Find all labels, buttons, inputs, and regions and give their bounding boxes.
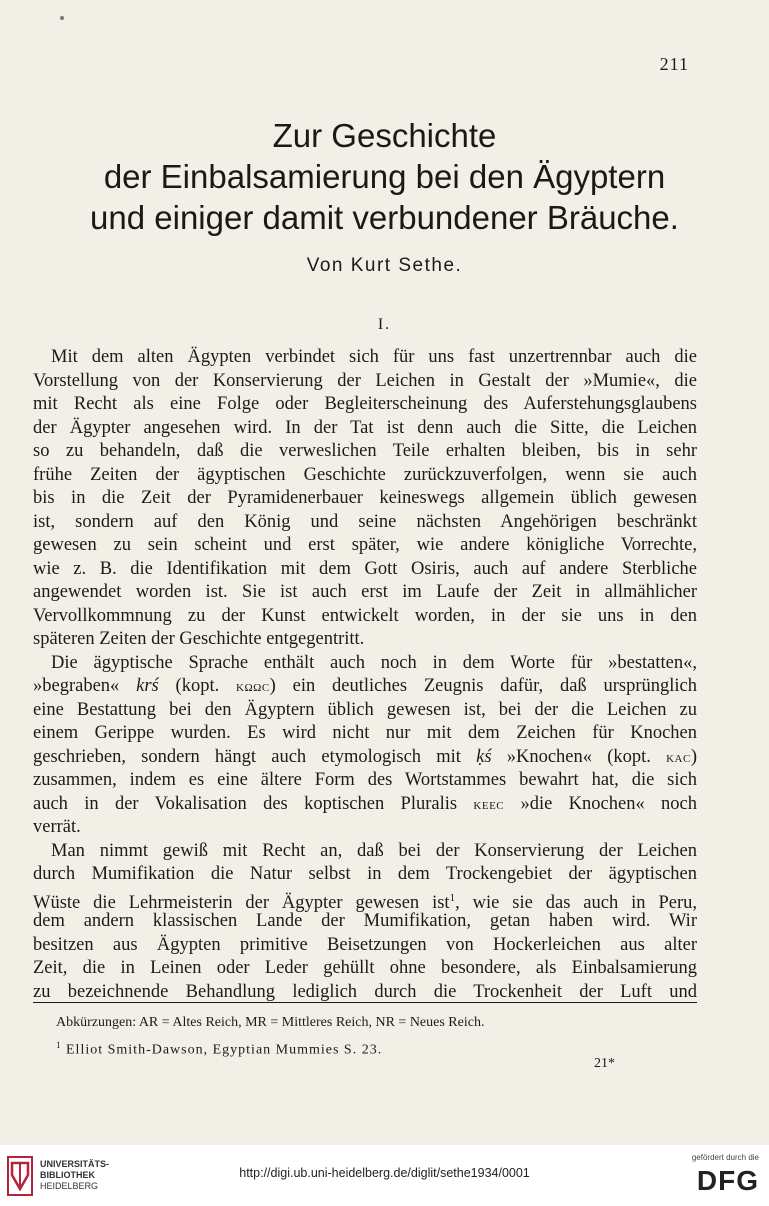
body-line: bis in die Zeit der Pyramidenerbauer keineswegs allgemein üblich gewesen [33,488,697,508]
text-span: ) [690,746,697,767]
body-line: zusammen, indem es eine ältere Form des Wortstammes bewahrt hat, die sich [33,770,697,790]
body-line: Mit dem alten Ägypten verbindet sich für uns fast unzertrennbar auch die [51,347,697,367]
footnote-text: Elliot Smith-Dawson, Egyptian Mummies S. 23. [66,1042,383,1058]
text-span: auch in der Vokalisation des koptischen Pluralis [33,793,474,814]
body-line [33,746,697,770]
title-line-2: der Einbalsamierung bei den Ägyptern [103,158,666,195]
body-line [33,981,697,1005]
footnote-mark: 1 [56,1040,62,1050]
transliteration: krś [136,676,159,696]
body-line: ist, sondern auf den König und seine nächsten Angehörigen beschränkt [33,511,697,532]
body-line: Man nimmt gewiß mit Recht an, daß bei der Konservierung der Leichen [51,840,697,861]
text-span: »begraben« [33,676,137,696]
body-line: so zu behandeln, daß die verweslichen Teile erhalten bleiben, bis in sehr [33,441,697,461]
text-span: ) ein deutliches Zeugnis dafür, daß ursprünglich [269,676,697,696]
source-url-link[interactable]: http://digi.ub.uni-heidelberg.de/diglit/sethe1934/0001 [239,1166,530,1180]
funding-note: gefördert durch die [691,1153,759,1162]
body-line: durch Mumifikation die Natur selbst in dem Trockengebiet der ägyptischen [33,864,697,884]
body-line: eine Bestattung bei den Ägyptern üblich gewesen ist, bei der die Leichen zu [33,699,697,720]
body-line: gewesen zu sein scheint und erst später, wie andere königliche Vorrechte, [33,535,697,555]
dfg-logo[interactable]: DFG [696,1165,759,1196]
text-span: »die Knochen« noch [504,793,697,814]
abbreviations-note: Abkürzungen: AR = Altes Reich, MR = Mittleres Reich, NR = Neues Reich. [56,1015,485,1030]
body-text [33,346,697,1004]
library-name-line: HEIDELBERG [40,1181,99,1191]
text-span: geschrieben, sondern hängt auch etymologisch mit [33,746,477,767]
transliteration: ḳś [476,746,492,767]
title-line-3: und einiger damit verbundener Bräuche. [90,199,679,236]
signature-mark: 21* [594,1056,615,1071]
body-line: mit Recht als eine Folge oder Begleiterscheinung des Auferstehungsglaubens [33,394,697,414]
body-line: frühe Zeiten der ägyptischen Geschichte zurückzuverfolgen, wenn sie auch [33,464,697,485]
body-line: der Ägypter angesehen wird. In der Tat ist denn auch die Sitte, die Leichen [33,417,697,438]
author-line: Von Kurt Sethe. [306,255,463,276]
text-span: »Knochen« (kopt. [491,746,667,767]
coptic-word: κeec [473,796,505,813]
viewer-footer [0,1145,769,1206]
text-span: (kopt. [158,676,237,696]
footnote-1 [56,1034,656,1062]
text-span: , wie sie das auch in Peru, [455,892,697,913]
body-line: Vervollkommnung zu der Kunst entwickelt worden, in der sie uns in den [33,605,697,626]
coptic-word: κωωc [236,679,270,695]
article-title [30,115,739,238]
footnote-ref: 1 [449,891,456,904]
body-line: späteren Zeiten der Geschichte entgegentritt. [33,629,365,649]
title-line-1: Zur Geschichte [272,117,497,154]
page-number: 211 [659,54,689,74]
text-span: Wüste die Lehrmeisterin der Ägypter gewesen ist [33,892,450,913]
footnotes [56,1012,656,1062]
body-line [33,887,697,911]
body-line: Zeit, die in Leinen oder Leder gehüllt ohne besondere, als Einbalsamierung [33,958,697,978]
body-line [33,675,697,699]
body-line [33,793,697,817]
body-line: einem Gerippe wurden. Es wird nicht nur mit dem Zeichen für Knochen [33,723,697,743]
body-line: angewendet worden ist. Sie ist auch erst im Laufe der Zeit in allmählicher [33,582,697,602]
body-line: wie z. B. die Identifikation mit dem Gott Osiris, auch auf andere Sterbliche [33,558,697,579]
body-line: dem andern klassischen Lande der Mumifikation, getan haben wird. Wir [33,911,697,931]
section-number: I. [377,316,392,333]
body-line: besitzen aus Ägypten primitive Beisetzungen von Hockerleichen aus alter [33,934,697,955]
body-line: verrät. [33,817,81,837]
coptic-word: κac [666,749,691,766]
scan-speck [60,16,64,20]
body-line: Die ägyptische Sprache enthält auch noch in dem Worte für »bestatten«, [51,652,697,673]
library-name-line: BIBLIOTHEK [40,1170,95,1180]
library-name-line: UNIVERSITÄTS- [40,1159,110,1169]
body-line: Vorstellung von der Konservierung der Leichen in Gestalt der »Mumie«, die [33,370,697,391]
footnote-separator-text: zu bezeichnende Behandlung lediglich durch die Trockenheit der Luft und [33,981,697,1002]
